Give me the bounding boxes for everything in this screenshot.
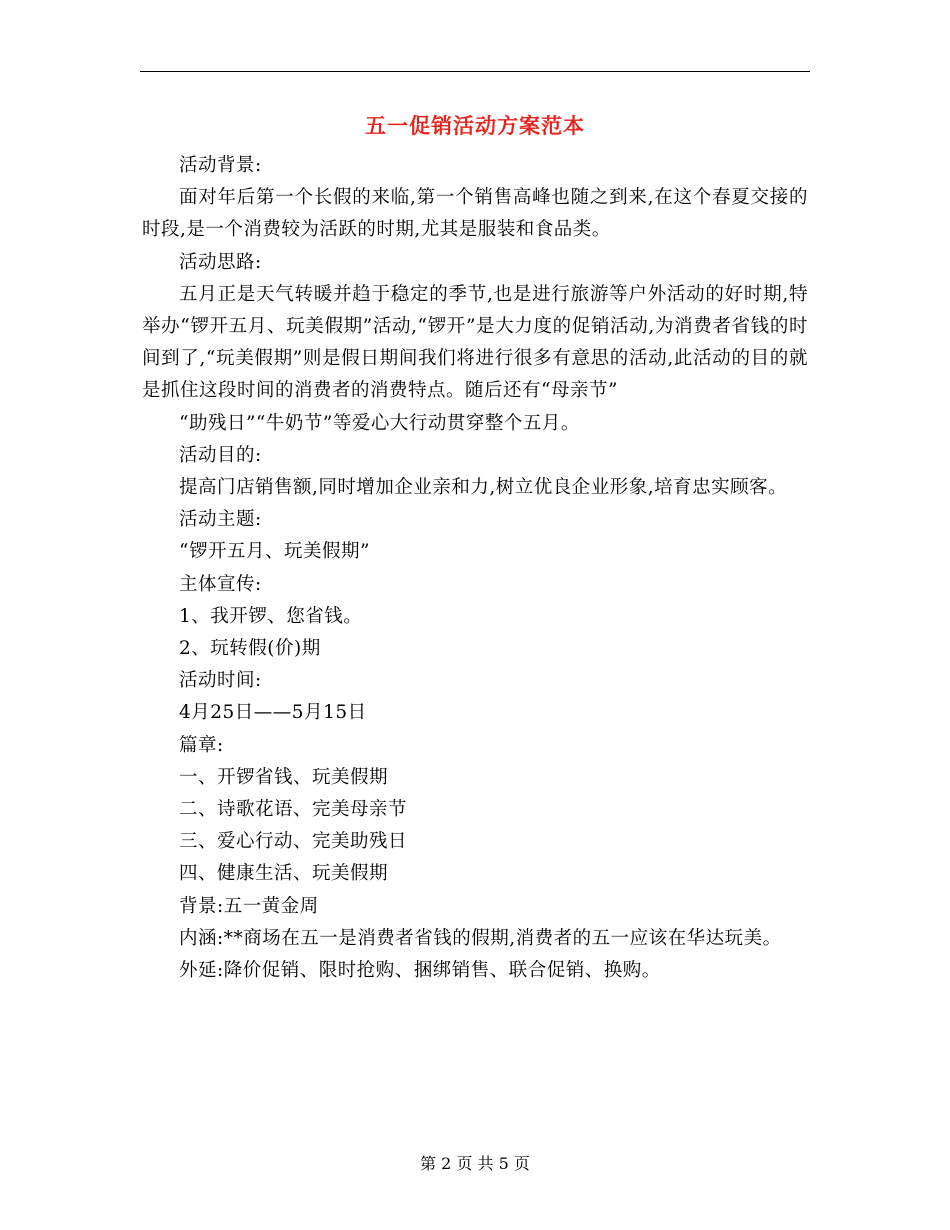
paragraph: 四、健康生活、玩美假期 [179, 863, 389, 885]
paragraph: 活动背景: [179, 155, 262, 176]
page-number: 第 2 页 共 5 页 [420, 1154, 530, 1173]
paragraph: “锣开五月、玩美假期” [179, 541, 370, 563]
paragraph: 篇章: [179, 734, 224, 756]
paragraph: 主体宣传: [179, 573, 262, 595]
paragraph: 活动时间: [179, 670, 262, 692]
paragraph: 面对年后第一个长假的来临,第一个销售高峰也随之到来,在这个春夏交接的时段,是一个消费较为活跃的时期,尤其是服装和食品类。 [142, 187, 808, 241]
paragraph: 1、我开锣、您省钱。 [179, 605, 363, 627]
paragraph: 外延:降价促销、限时抢购、捆绑销售、联合促销、换购。 [179, 960, 661, 982]
paragraph: 一、开锣省钱、玩美假期 [179, 766, 389, 788]
paragraph: 背景:五一黄金周 [179, 895, 319, 917]
paragraph: 二、诗歌花语、完美母亲节 [179, 799, 408, 821]
paragraph: 内涵:**商场在五一是消费者省钱的假期,消费者的五一应该在华达玩美。 [179, 927, 782, 949]
paragraph: 五月正是天气转暖并趋于稳定的季节,也是进行旅游等户外活动的好时期,特举办“锣开五月、玩美假期”活动,“锣开”是大力度的促销活动,为消费者省钱的时间到了,“玩美假期”则是假日期间我们将进行很多有意思的活动,此活动的目的就是抓住这段时间的消费者的消费特点。随后还有“母亲节” [142, 283, 808, 402]
paragraph: 2、玩转假(价)期 [179, 638, 321, 660]
paragraph: 活动主题: [179, 509, 262, 531]
paragraph: 三、爱心行动、完美助残日 [179, 831, 408, 853]
paragraph: “助残日”“牛奶节”等爱心大行动贯穿整个五月。 [179, 412, 580, 434]
document-title: 五一促销活动方案范本 [365, 113, 585, 138]
paragraph: 4月25日——5月15日 [179, 702, 367, 724]
paragraph: 活动目的: [179, 444, 262, 466]
paragraph: 提高门店销售额,同时增加企业亲和力,树立优良企业形象,培育忠实顾客。 [179, 477, 788, 499]
document-body [142, 150, 808, 987]
header-rule [140, 71, 810, 72]
paragraph: 活动思路: [179, 251, 262, 273]
